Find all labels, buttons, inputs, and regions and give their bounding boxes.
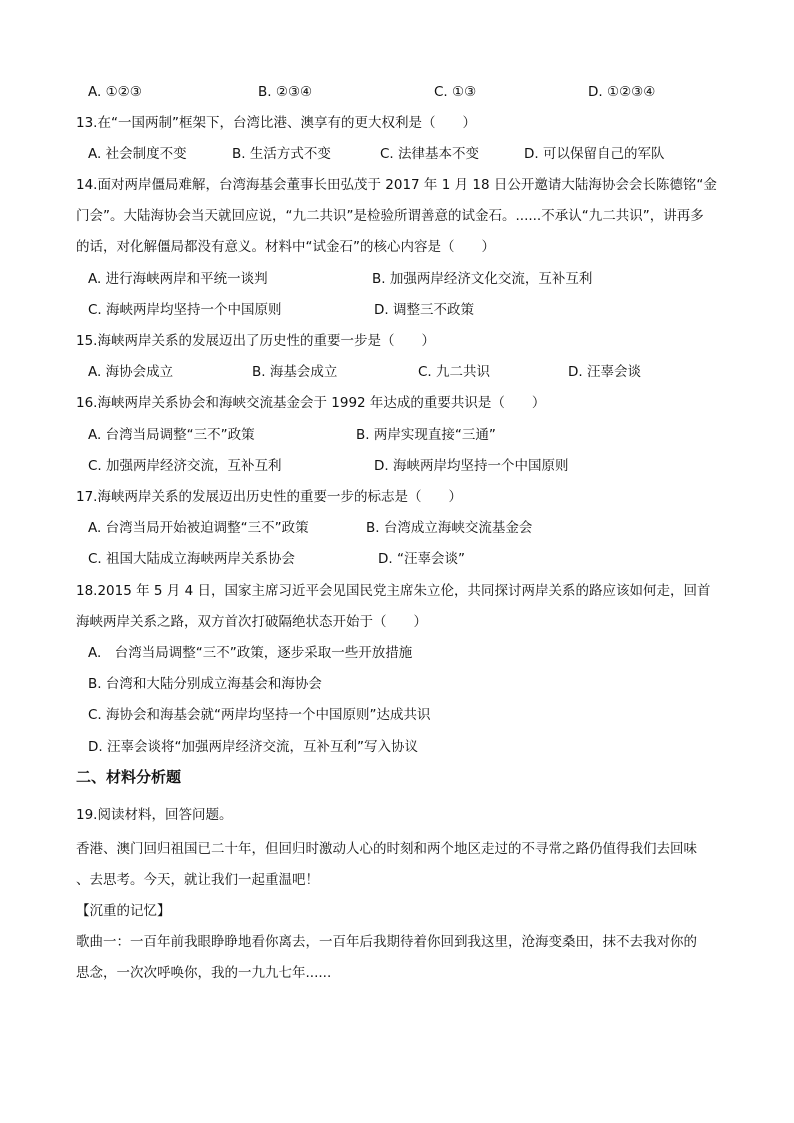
- q12-option-a: A. ①②③: [88, 84, 142, 100]
- q15-option-a: A. 海协会成立: [88, 364, 174, 380]
- q18-option-b: B. 台湾和大陆分别成立海基会和海协会: [88, 676, 322, 692]
- q18-option-c: C. 海协会和海基会就“两岸均坚持一个中国原则”达成共识: [88, 707, 431, 723]
- q13-stem: 13.在“一国两制”框架下，台湾比港、澳享有的更大权利是（ ）: [76, 115, 476, 131]
- q18-option-d: D. 汪辜会谈将“加强两岸经济交流，互补互利”写入协议: [88, 739, 418, 755]
- q17-option-c: C. 祖国大陆成立海峡两岸关系协会: [88, 551, 296, 567]
- q12-option-b: B. ②③④: [258, 84, 313, 100]
- q17-option-b: B. 台湾成立海峡交流基金会: [366, 520, 533, 536]
- q12-option-d: D. ①②③④: [588, 84, 656, 100]
- q13-option-c: C. 法律基本不变: [380, 146, 480, 162]
- q18-stem-line: 18.2015 年 5 月 4 日，国家主席习近平会见国民党主席朱立伦，共同探讨两岸关系的路应该如何走，回首: [76, 583, 711, 599]
- q19-song-line: 思念，一次次呼唤你，我的一九九七年......: [76, 965, 332, 981]
- q16-option-a: A. 台湾当局调整“三不”政策: [88, 427, 255, 443]
- q16-option-c: C. 加强两岸经济交流，互补互利: [88, 458, 282, 474]
- q15-option-c: C. 九二共识: [418, 364, 491, 380]
- q14-option-d: D. 调整三不政策: [374, 302, 474, 318]
- q14-stem-line: 的话，对化解僵局都没有意义。材料中“试金石”的核心内容是（ ）: [76, 239, 495, 255]
- q14-stem-line: 门会”。大陆海协会当天就回应说，“九二共识”是检验所谓善意的试金石。......不承认“九二共识”，讲再多: [76, 208, 704, 224]
- q19-song-line: 歌曲一：一百年前我眼睁睁地看你离去，一百年后我期待着你回到我这里，沧海变桑田，抹不去我对你的: [76, 934, 697, 950]
- q15-option-b: B. 海基会成立: [252, 364, 338, 380]
- q16-stem: 16.海峡两岸关系协会和海峡交流基金会于 1992 年达成的重要共识是（ ）: [76, 395, 546, 411]
- q14-option-b: B. 加强两岸经济文化交流，互补互利: [372, 271, 593, 287]
- q13-option-b: B. 生活方式不变: [232, 146, 331, 162]
- q15-option-d: D. 汪辜会谈: [568, 364, 641, 380]
- q13-option-d: D. 可以保留自己的军队: [524, 146, 665, 162]
- q18-stem-line: 海峡两岸关系之路，双方首次打破隔绝状态开始于（ ）: [76, 614, 427, 630]
- q14-option-c: C. 海峡两岸均坚持一个中国原则: [88, 302, 282, 318]
- q16-option-d: D. 海峡两岸均坚持一个中国原则: [374, 458, 569, 474]
- q19-stem: 19.阅读材料，回答问题。: [76, 807, 233, 823]
- q18-option-a: A. 台湾当局调整“三不”政策，逐步采取一些开放措施: [88, 645, 413, 661]
- q13-option-a: A. 社会制度不变: [88, 146, 187, 162]
- q15-stem: 15.海峡两岸关系的发展迈出了历史性的重要一步是（ ）: [76, 333, 435, 349]
- q16-option-b: B. 两岸实现直接“三通”: [356, 427, 496, 443]
- q17-stem: 17.海峡两岸关系的发展迈出历史性的重要一步的标志是（ ）: [76, 489, 462, 505]
- q19-subheading: 【沉重的记忆】: [76, 903, 171, 919]
- section-heading: 二、材料分析题: [76, 768, 182, 786]
- q19-intro-line: 、去思考。今天，就让我们一起重温吧！: [76, 872, 319, 888]
- q14-stem-line: 14.面对两岸僵局难解，台湾海基会董事长田弘茂于 2017 年 1 月 18 日公开邀请大陆海协会会长陈德铭“金: [76, 177, 717, 193]
- q17-option-a: A. 台湾当局开始被迫调整“三不”政策: [88, 520, 309, 536]
- q12-option-c: C. ①③: [434, 84, 477, 100]
- q14-option-a: A. 进行海峡两岸和平统一谈判: [88, 271, 268, 287]
- q19-intro-line: 香港、澳门回归祖国已二十年，但回归时激动人心的时刻和两个地区走过的不寻常之路仍值得我们去回味: [76, 841, 697, 857]
- q17-option-d: D. “汪辜会谈”: [378, 551, 465, 567]
